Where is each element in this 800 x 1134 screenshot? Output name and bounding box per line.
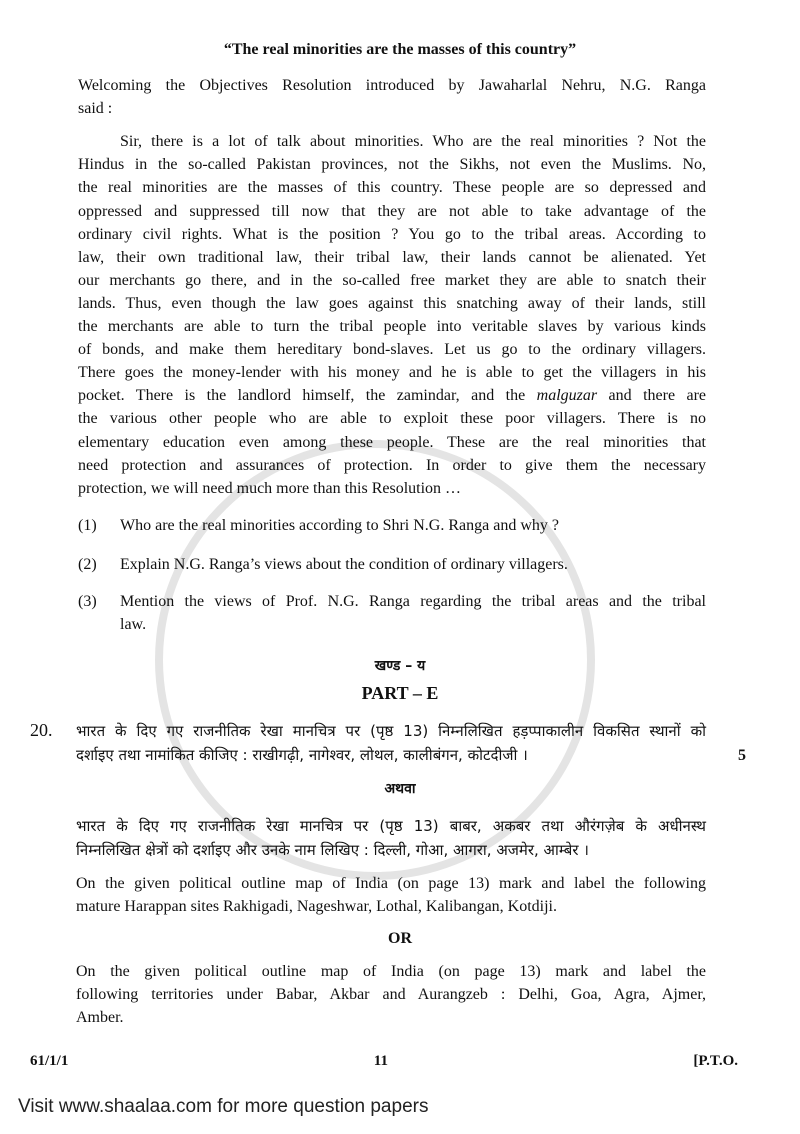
- question-text-line: Mention the views of Prof. N.G. Ranga regarding the tribal areas and the tribal: [120, 592, 706, 610]
- marks-column: [706, 719, 746, 767]
- text: and there are: [608, 387, 707, 405]
- marks: 5: [738, 747, 746, 765]
- question-text: Who are the real minorities according to Shri N.G. Ranga and why ?: [120, 516, 559, 534]
- paragraph-line: protection, we will need much more than this Resolution …: [78, 479, 462, 497]
- question-number: 20.: [30, 720, 53, 741]
- alt-question-text: On the given political outline map of India (on page 13) mark and label the: [76, 962, 706, 980]
- passage-paragraph: [0, 130, 800, 500]
- section-heading: PART – E: [361, 683, 439, 704]
- passage-title: “The real minorities are the masses of this country”: [223, 41, 577, 58]
- site-banner: Visit www.shaalaa.com for more question papers: [18, 1095, 429, 1117]
- question-text: On the given political outline map of India (on page 13) mark and label the following: [76, 875, 706, 893]
- alt-question-hindi-line: निम्नलिखित क्षेत्रों को दर्शाइए और उनके नाम लिखिए : दिल्ली, गोआ, आगरा, अजमेर, आम्बेर ।: [76, 841, 589, 860]
- question-number: (1): [78, 516, 97, 534]
- paragraph-line: Hindus in the so-called Pakistan provinces, not the Sikhs, not even the Muslims. No,: [78, 156, 706, 174]
- question-text: [120, 590, 706, 636]
- page-footer: [30, 1050, 738, 1073]
- question-3: [78, 590, 706, 636]
- pto-label: [P.T.O.: [693, 1052, 738, 1069]
- paper-code: 61/1/1: [30, 1052, 69, 1069]
- or-label: OR: [388, 930, 412, 948]
- question-2: [78, 553, 706, 576]
- paragraph-line: law, their own traditional law, their tribal law, their lands cannot be alienated. Yet: [78, 248, 706, 266]
- question-1: [78, 514, 706, 537]
- question-text-english: [76, 872, 706, 918]
- paragraph-line: ordinary civil rights. What is the position ? You go to the tribal areas. According to: [78, 225, 706, 243]
- text: pocket. There is the landlord himself, the zamindar, and the: [78, 387, 526, 405]
- paragraph-line: [78, 384, 706, 407]
- paragraph-line: the merchants are able to turn the tribal people into veritable slaves by various kinds: [78, 318, 706, 336]
- alt-question-text: following territories under Babar, Akbar and Aurangzeb : Delhi, Goa, Agra, Ajmer,: [76, 985, 706, 1003]
- question-text-hindi-line: भारत के दिए गए राजनीतिक रेखा मानचित्र पर (पृष्ठ 13) निम्नलिखित हड़प्पाकालीन विकसित स्थानों को: [76, 722, 706, 741]
- intro-line: said :: [78, 100, 113, 118]
- paragraph-line: our merchants go there, and in the so-called free market they are able to snatch their: [78, 271, 706, 289]
- page-number: 11: [373, 1052, 388, 1069]
- question-number: (3): [78, 592, 97, 610]
- paragraph-line: lands. Thus, even though the law goes against this snatching away of their lands, still: [78, 294, 706, 312]
- italic-term: malguzar: [536, 387, 598, 405]
- question-text-hindi-line: दर्शाइए तथा नामांकित कीजिए : राखीगढ़ी, नागेश्वर, लोथल, कालीबंगन, कोटदीजी ।: [76, 746, 528, 765]
- section-heading-hindi: खण्ड – य: [374, 658, 426, 675]
- alt-question-hindi-line: भारत के दिए गए राजनीतिक रेखा मानचित्र पर (पृष्ठ 13) बाबर, अकबर तथा औरंगज़ेब के अधीनस्थ: [76, 817, 706, 836]
- paragraph-line: of bonds, and make them hereditary bond-slaves. Let us go to the ordinary villagers.: [78, 341, 706, 359]
- question-text: mature Harappan sites Rakhigadi, Nageshwar, Lothal, Kalibangan, Kotdiji.: [76, 898, 557, 916]
- intro: [0, 74, 800, 120]
- paragraph-line: the various other people who are able to exploit these poor villagers. There is no: [78, 410, 706, 428]
- paragraph-line: oppressed and suppressed till now that they are not able to take advantage of the: [78, 202, 706, 220]
- paragraph-line: elementary education even among these people. These are the real minorities that: [78, 433, 706, 451]
- alt-question-text: Amber.: [76, 1008, 124, 1026]
- paragraph-line: need protection and assurances of protection. In order to give them the necessary: [78, 456, 706, 474]
- question-text: Explain N.G. Ranga’s views about the condition of ordinary villagers.: [120, 555, 568, 573]
- question-20: [30, 719, 800, 767]
- paragraph-line: Sir, there is a lot of talk about minorities. Who are the real minorities ? Not the: [120, 133, 706, 151]
- paragraph-line: There goes the money-lender with his money and he is able to get the villagers in his: [78, 364, 706, 382]
- intro-line: Welcoming the Objectives Resolution introduced by Jawaharlal Nehru, N.G. Ranga: [78, 77, 706, 95]
- paragraph-line: the real minorities are the masses of this country. These people are so depressed and: [78, 179, 706, 197]
- alt-question-english: [76, 960, 706, 1029]
- question-text-hindi: [76, 719, 706, 767]
- question-number: (2): [78, 555, 97, 573]
- alt-question-hindi: [76, 814, 706, 862]
- question-text-line: law.: [120, 616, 147, 634]
- or-hindi: अथवा: [384, 781, 416, 798]
